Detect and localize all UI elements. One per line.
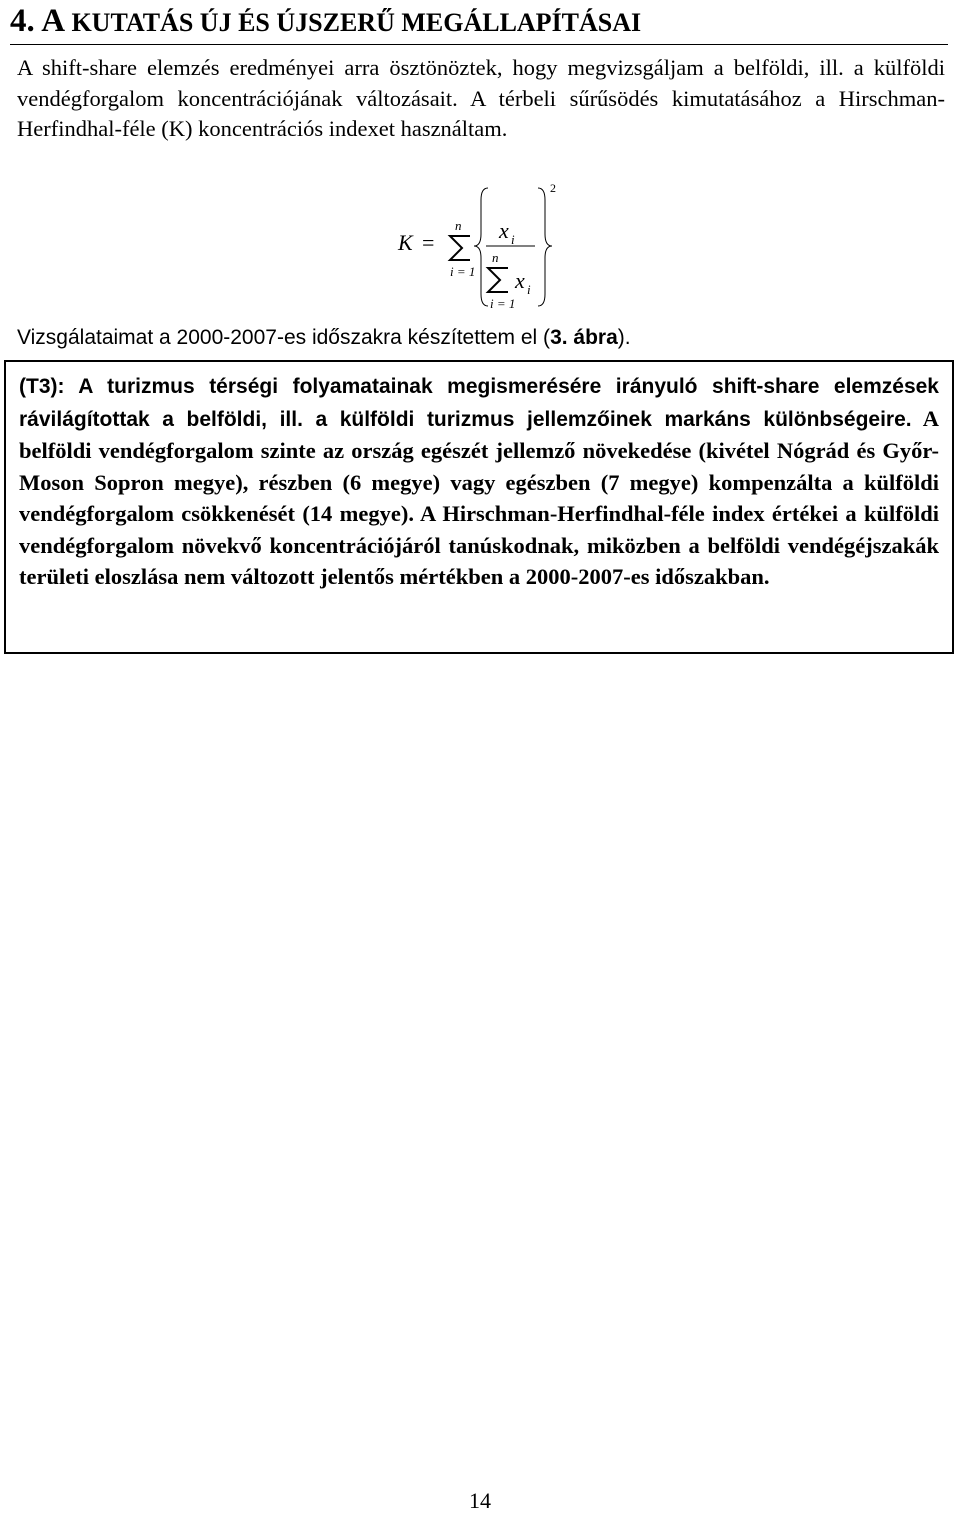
outer-sum-lower: i = 1 — [450, 264, 476, 279]
heading-title: KUTATÁS ÚJ ÉS ÚJSZERŰ MEGÁLLAPÍTÁSAI — [71, 8, 642, 37]
denominator-sub: i — [527, 282, 531, 297]
section-heading — [10, 0, 950, 44]
inner-sum-upper: n — [492, 250, 499, 265]
inner-sum-lower: i = 1 — [490, 296, 516, 311]
right-brace — [538, 188, 552, 306]
study-period-text: Vizsgálataimat a 2000-2007-es időszakra készítettem el ( — [17, 326, 551, 349]
intro-paragraph — [17, 53, 945, 145]
left-brace — [474, 188, 488, 306]
study-period-sentence — [17, 323, 945, 353]
hhi-formula — [380, 170, 600, 320]
heading-number: 4. — [10, 3, 35, 39]
intro-text: A shift-share elemzés eredményei arra ösztönöztek, hogy megvizsgáljam a belföldi, ill. a külföldi vendégforgalom koncentrációjának változásait. A térbeli sűrűsödés kimutatásához a Hirschman-Herfindhal-féle (K) koncentrációs indexet használtam. — [17, 55, 945, 141]
formula-lhs: K — [398, 230, 413, 255]
heading-first-letter: A — [41, 3, 64, 39]
thesis-statement: (T3): A turizmus térségi folyamatainak megismerésére irányuló shift-share elemzések rávilágítottak a belföldi, ill. a külföldi turizmus jellemzőinek markáns különbségeire. — [19, 375, 939, 431]
inner-sum-sign — [488, 268, 508, 292]
study-period-end: ). — [617, 326, 631, 349]
numerator-x: x — [499, 218, 509, 243]
formula-equals: = — [422, 230, 435, 255]
heading-rule — [10, 44, 948, 45]
figure-reference: 3. ábra — [550, 326, 618, 349]
thesis-t3 — [19, 370, 939, 593]
page-number: 14 — [469, 1488, 491, 1513]
outer-sum-sign — [450, 236, 470, 260]
denominator-x: x — [515, 268, 525, 293]
formula-exponent: 2 — [550, 181, 556, 195]
thesis-details: A belföldi vendégforgalom szinte az ország egészét jellemző növekedése (kivétel Nógrád és Győr-Moson Sopron megye), részben (6 megye) vagy egészben (7 megye) kompenzálta a külföldi vendégforgalom csökkenését (14 megye). A Hirschman-Herfindhal-féle index értékei a külföldi vendégforgalom növekvő koncentrációjáról tanúskodnak, miközben a belföldi vendégéjszakák területi eloszlása nem változott jelentős mértékben a 2000-2007-es időszakban. — [19, 405, 939, 589]
outer-sum-upper: n — [455, 218, 462, 233]
thesis-box — [4, 360, 954, 654]
numerator-sub: i — [511, 232, 515, 247]
